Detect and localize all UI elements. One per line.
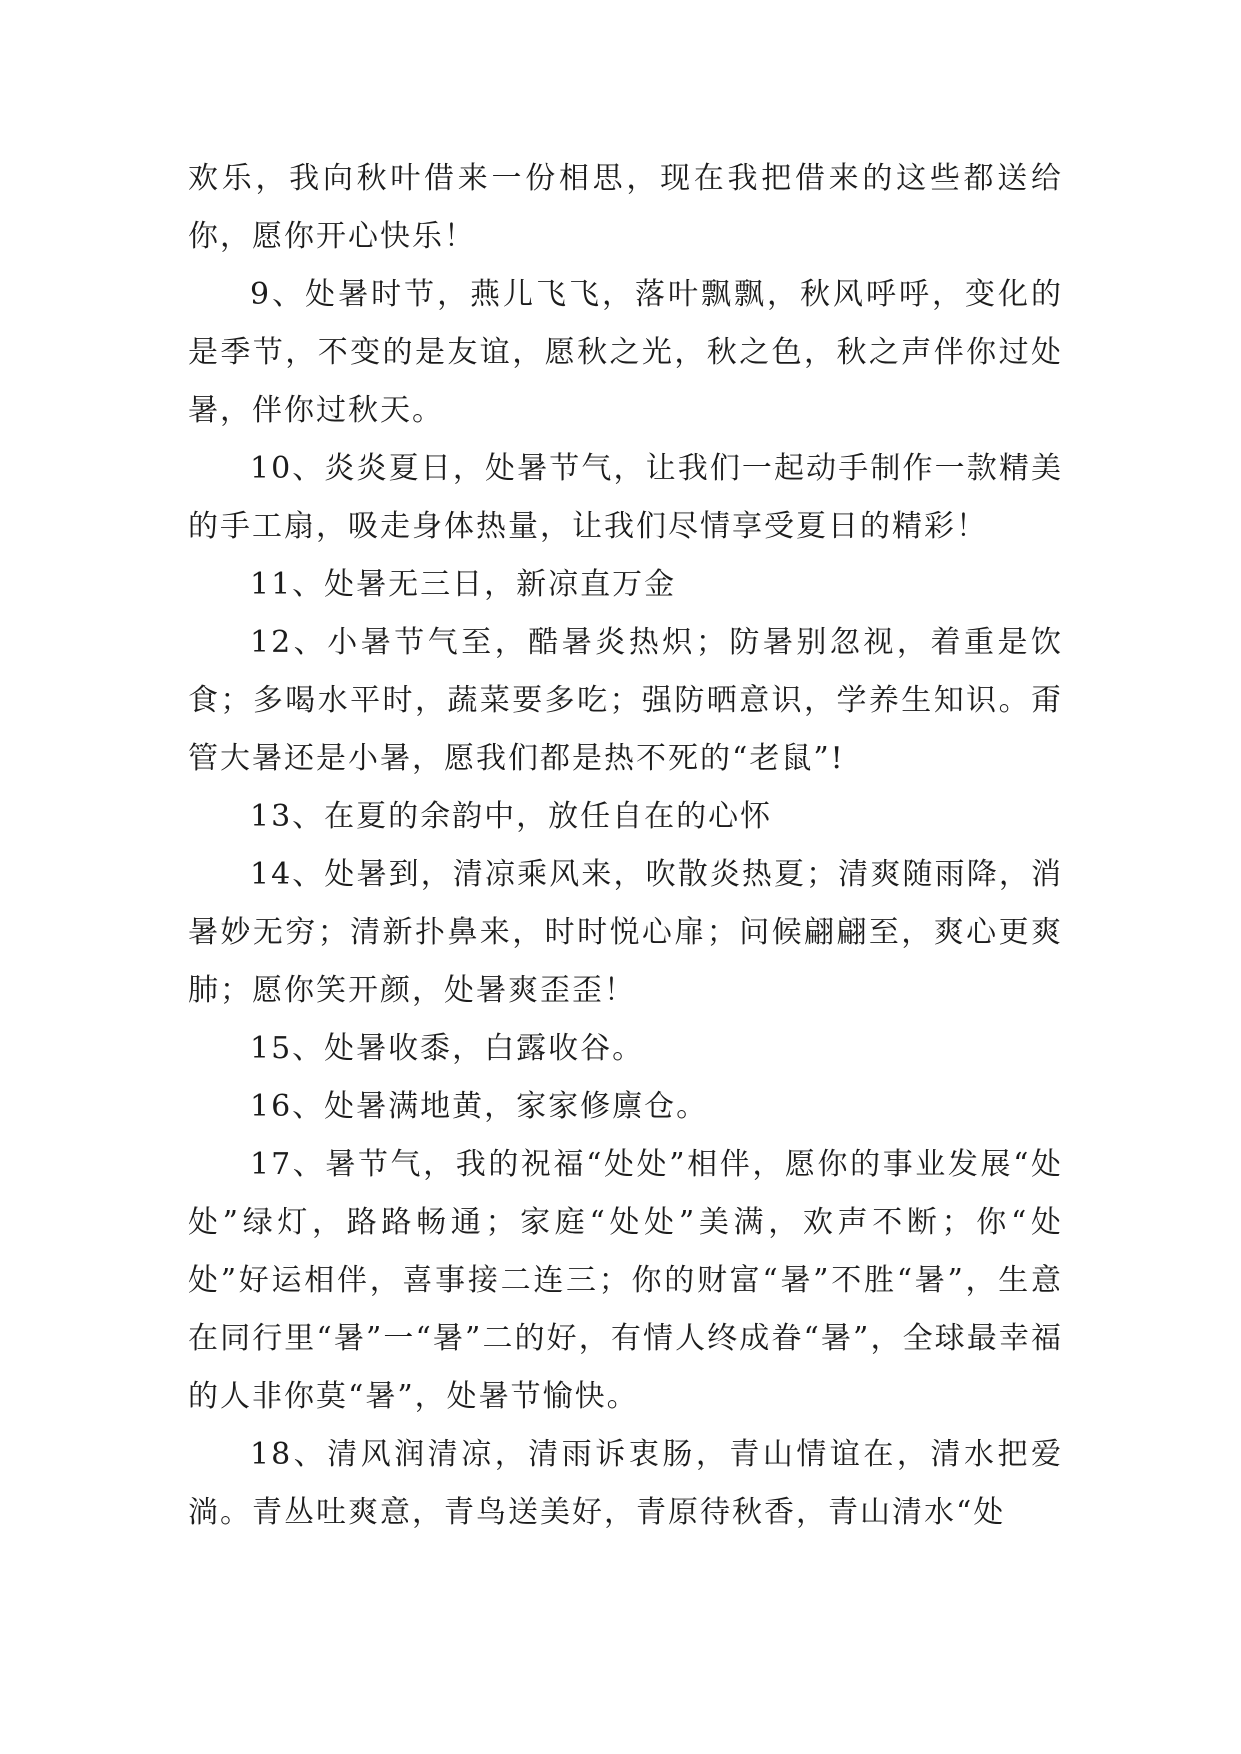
paragraph-item-10: 10、炎炎夏日，处暑节气，让我们一起动手制作一款精美的手工扇，吸走身体热量，让我们尽情享受夏日的精彩！ [188,451,1063,544]
paragraph-item-13: 13、在夏的余韵中，放任自在的心怀 [250,799,773,834]
paragraph-item-16: 16、处暑满地黄，家家修廪仓。 [250,1089,709,1124]
paragraph-item-11: 11、处暑无三日，新凉直万金 [250,567,677,602]
paragraph-item-17: 17、暑节气，我的祝福“处处”相伴，愿你的事业发展“处处”绿灯，路路畅通；家庭“处处”美满，欢声不断；你“处处”好运相伴，喜事接二连三；你的财富“暑”不胜“暑”，生意在同行里“暑”一“暑”二的好，有情人终成眷“暑”，全球最幸福的人非你莫“暑”，处暑节愉快。 [188,1147,1063,1414]
paragraph-item-15: 15、处暑收黍，白露收谷。 [250,1031,645,1066]
paragraph-item-9: 9、处暑时节，燕儿飞飞，落叶飘飘，秋风呼呼，变化的是季节，不变的是友谊，愿秋之光，秋之色，秋之声伴你过处暑，伴你过秋天。 [188,277,1063,428]
paragraph-item-12: 12、小暑节气至，酷暑炎热炽；防暑别忽视，着重是饮食；多喝水平时，蔬菜要多吃；强防晒意识，学养生知识。甭管大暑还是小暑，愿我们都是热不死的“老鼠”! [188,625,1063,776]
paragraph-item-18: 18、清风润清凉，清雨诉衷肠，青山情谊在，清水把爱淌。青丛吐爽意，青鸟送美好，青原待秋香，青山清水“处 [188,1437,1063,1530]
paragraph-item-14: 14、处暑到，清凉乘风来，吹散炎热夏；清爽随雨降，消暑妙无穷；清新扑鼻来，时时悦心扉；问候翩翩至，爽心更爽肺；愿你笑开颜，处暑爽歪歪！ [188,857,1063,1008]
document-body [188,150,1063,1542]
paragraph-continuation: 欢乐，我向秋叶借来一份相思，现在我把借来的这些都送给你，愿你开心快乐！ [188,161,1063,254]
